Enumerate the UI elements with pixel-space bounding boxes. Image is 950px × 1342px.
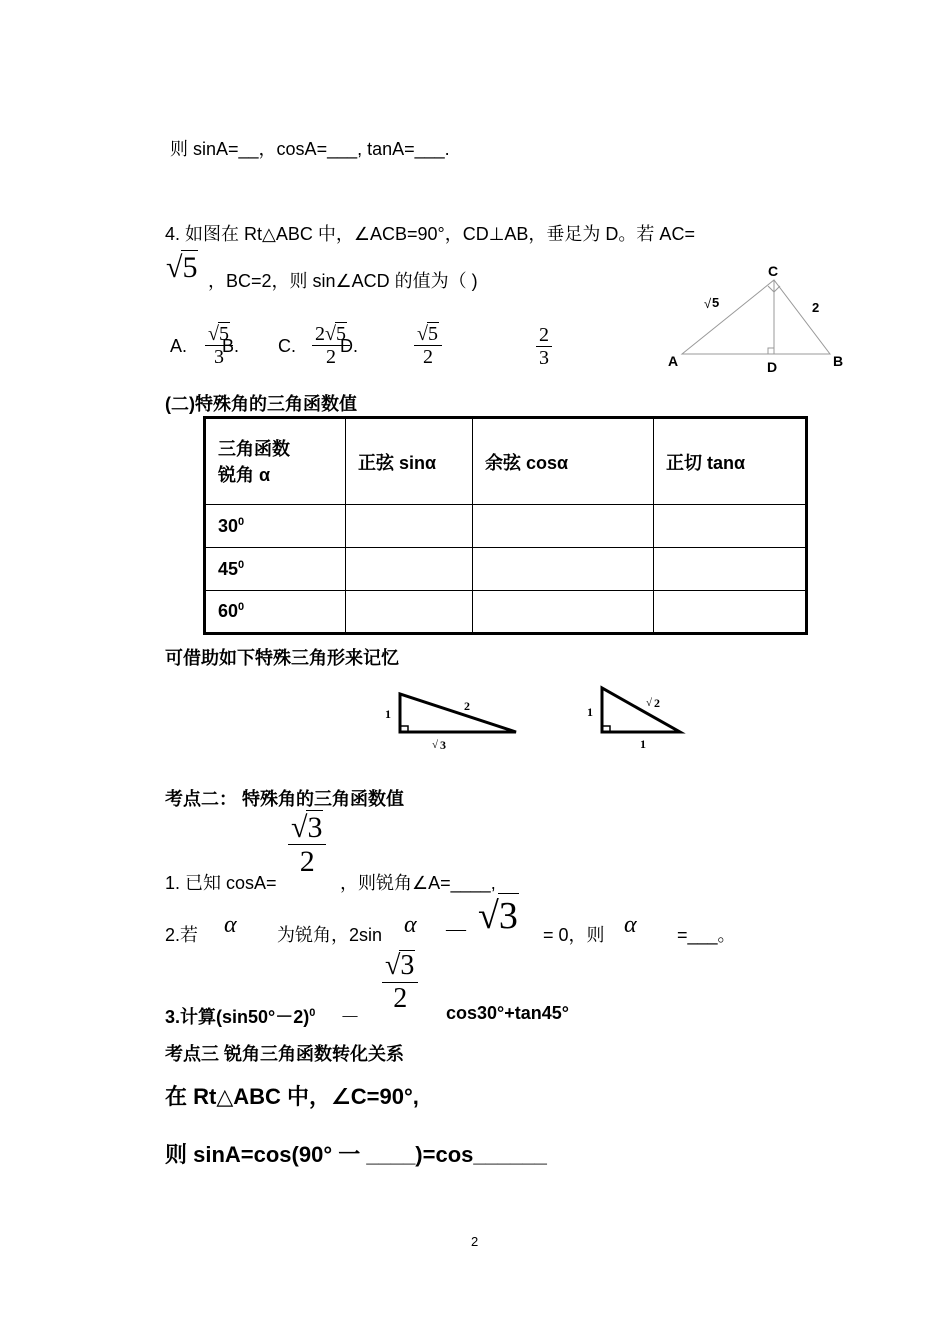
tri2-side-left: 1 <box>587 705 593 719</box>
angle-cell <box>205 591 346 634</box>
table-row <box>205 505 807 548</box>
cos-cell[interactable] <box>473 548 654 591</box>
kp2-q3-post: cos30°+tan45° <box>446 1003 569 1023</box>
table-header-row <box>205 418 807 505</box>
trig-values-table <box>203 416 808 635</box>
kp2-q1-num: 3 <box>307 811 323 844</box>
tri1-side-bottom: 3 <box>440 738 446 752</box>
header-cell-tan: 正切 tanα <box>654 418 807 505</box>
kp2-title: 考点二： 特殊角的三角函数值 <box>165 789 404 809</box>
kp2-q3-pre <box>165 1003 315 1029</box>
option-d-label: D. <box>340 336 358 356</box>
sin-cell[interactable] <box>346 505 473 548</box>
tri2-side-hyp: 2 <box>654 696 660 710</box>
angle-cell <box>205 505 346 548</box>
special-triangle-30-60 <box>380 688 525 754</box>
kp2-q1-den: 2 <box>299 845 315 878</box>
kp3-title: 考点三 锐角三角函数转化关系 <box>165 1044 404 1064</box>
kp2-q1-pre: 1. 已知 cosA= <box>165 873 277 893</box>
kp2-q3-den: 2 <box>393 982 408 1014</box>
option-b-den: 2 <box>325 346 336 368</box>
kp2-q2-sqrt-radicand: 3 <box>498 895 518 937</box>
side-ac-label: 5 <box>712 295 720 310</box>
side-ac-root: √ <box>704 296 712 311</box>
label-c: C <box>768 263 779 279</box>
alpha-symbol: α <box>624 912 637 938</box>
triangle-abc-figure <box>660 262 850 377</box>
kp2-q3-minus: － <box>340 1007 360 1029</box>
option-c-den: 2 <box>422 346 433 368</box>
angle-value: 45 <box>218 558 239 579</box>
kp2-q2-minus: — <box>446 918 466 940</box>
tan-cell[interactable] <box>654 548 807 591</box>
kp3-line1: 在 Rt△ABC 中，∠C=90°, <box>165 1084 419 1109</box>
kp2-q1-fraction: $\frac{√3}{2}$ <box>288 810 326 880</box>
q4-line1: 4. 如图在 Rt△ABC 中，∠ACB=90°，CD⊥AB，垂足为 D。若 AC= <box>165 224 695 244</box>
kp3-line2: 则 sinA=cos(90° 一 ____)=cos______ <box>165 1142 547 1167</box>
kp2-q2-pre: 2.若 <box>165 925 199 945</box>
degree-sup: 0 <box>238 558 245 571</box>
header-cell-sin: 正弦 sinα <box>346 418 473 505</box>
memo-text: 可借助如下特殊三角形来记忆 <box>165 648 399 668</box>
label-b: B <box>833 353 844 369</box>
degree-sup: 0 <box>238 601 245 613</box>
kp2-q3-fraction: $\frac{√3}{2}$ <box>382 950 418 1015</box>
tan-cell[interactable] <box>654 591 807 634</box>
option-a-num: 5 <box>218 323 229 345</box>
kp2-q2-end: =___。 <box>677 925 736 945</box>
q4-sqrt5: √5 <box>166 251 198 284</box>
tri2-side-bottom: 1 <box>640 737 646 751</box>
header-cell-function-angle <box>205 418 346 505</box>
option-c-fraction: $\frac{√5}{2}$ <box>414 322 442 369</box>
tri1-side-left: 1 <box>385 707 391 721</box>
tan-cell[interactable] <box>654 505 807 548</box>
option-b-label: B. <box>222 336 240 356</box>
kp2-q2-sqrt: √3 <box>478 895 518 937</box>
header-function-label: 三角函数 <box>218 438 290 459</box>
sin-cell[interactable] <box>346 548 473 591</box>
option-b-fraction: $\frac{2√5}{2}$ <box>312 322 350 369</box>
angle-value: 60 <box>218 601 239 621</box>
kp2-q3-sup: 0 <box>309 1007 316 1019</box>
section2-title: (二)特殊角的三角函数值 <box>165 394 357 414</box>
kp2-q1-post: ，则锐角∠A=____, <box>340 873 496 893</box>
sin-cell[interactable] <box>346 591 473 634</box>
kp2-q2-mid: 为锐角，2sin <box>277 925 383 945</box>
label-a: A <box>668 353 679 369</box>
kp2-q3-num: 3 <box>400 950 415 981</box>
q4-line2: ，BC=2，则 sin∠ACD 的值为（ ) <box>208 271 478 291</box>
tri1-side-hyp: 2 <box>464 699 470 713</box>
table-row <box>205 548 807 591</box>
kp2-q2-post: = 0，则 <box>543 925 605 945</box>
angle-cell <box>205 548 346 591</box>
option-c-label: C. <box>278 336 296 356</box>
tri2-root-icon: √ <box>646 697 653 709</box>
alpha-symbol: α <box>224 912 237 938</box>
tri1-root-icon: √ <box>432 739 439 751</box>
alpha-symbol: α <box>404 912 417 938</box>
side-bc-label: 2 <box>812 300 820 315</box>
option-d-num: 2 <box>536 324 552 347</box>
label-d: D <box>767 359 778 375</box>
q4-sqrt5-radicand: 5 <box>182 251 198 284</box>
option-b-coef: 2 <box>315 323 325 345</box>
cos-cell[interactable] <box>473 591 654 634</box>
prev-question-line: 则 sinA=__，cosA=___, tanA=___. <box>170 139 450 159</box>
option-a-den: 3 <box>213 346 224 368</box>
option-a-fraction: $\frac{√5}{3}$ <box>205 322 233 369</box>
header-cell-cos: 余弦 cosα <box>473 418 654 505</box>
table-row <box>205 591 807 634</box>
option-b-num: 5 <box>335 323 346 345</box>
kp2-q3-pre-text: 3.计算(sin50°－2) <box>165 1007 310 1027</box>
special-triangle-45 <box>584 684 689 754</box>
cos-cell[interactable] <box>473 505 654 548</box>
degree-sup: 0 <box>238 515 245 528</box>
option-c-num: 5 <box>427 323 438 345</box>
option-d-den: 3 <box>539 347 549 369</box>
angle-value: 30 <box>218 515 239 536</box>
page-number: 2 <box>471 1234 479 1249</box>
header-angle-label: 锐角 α <box>218 464 271 485</box>
option-a-label: A. <box>170 336 188 356</box>
option-d-fraction <box>536 324 552 370</box>
